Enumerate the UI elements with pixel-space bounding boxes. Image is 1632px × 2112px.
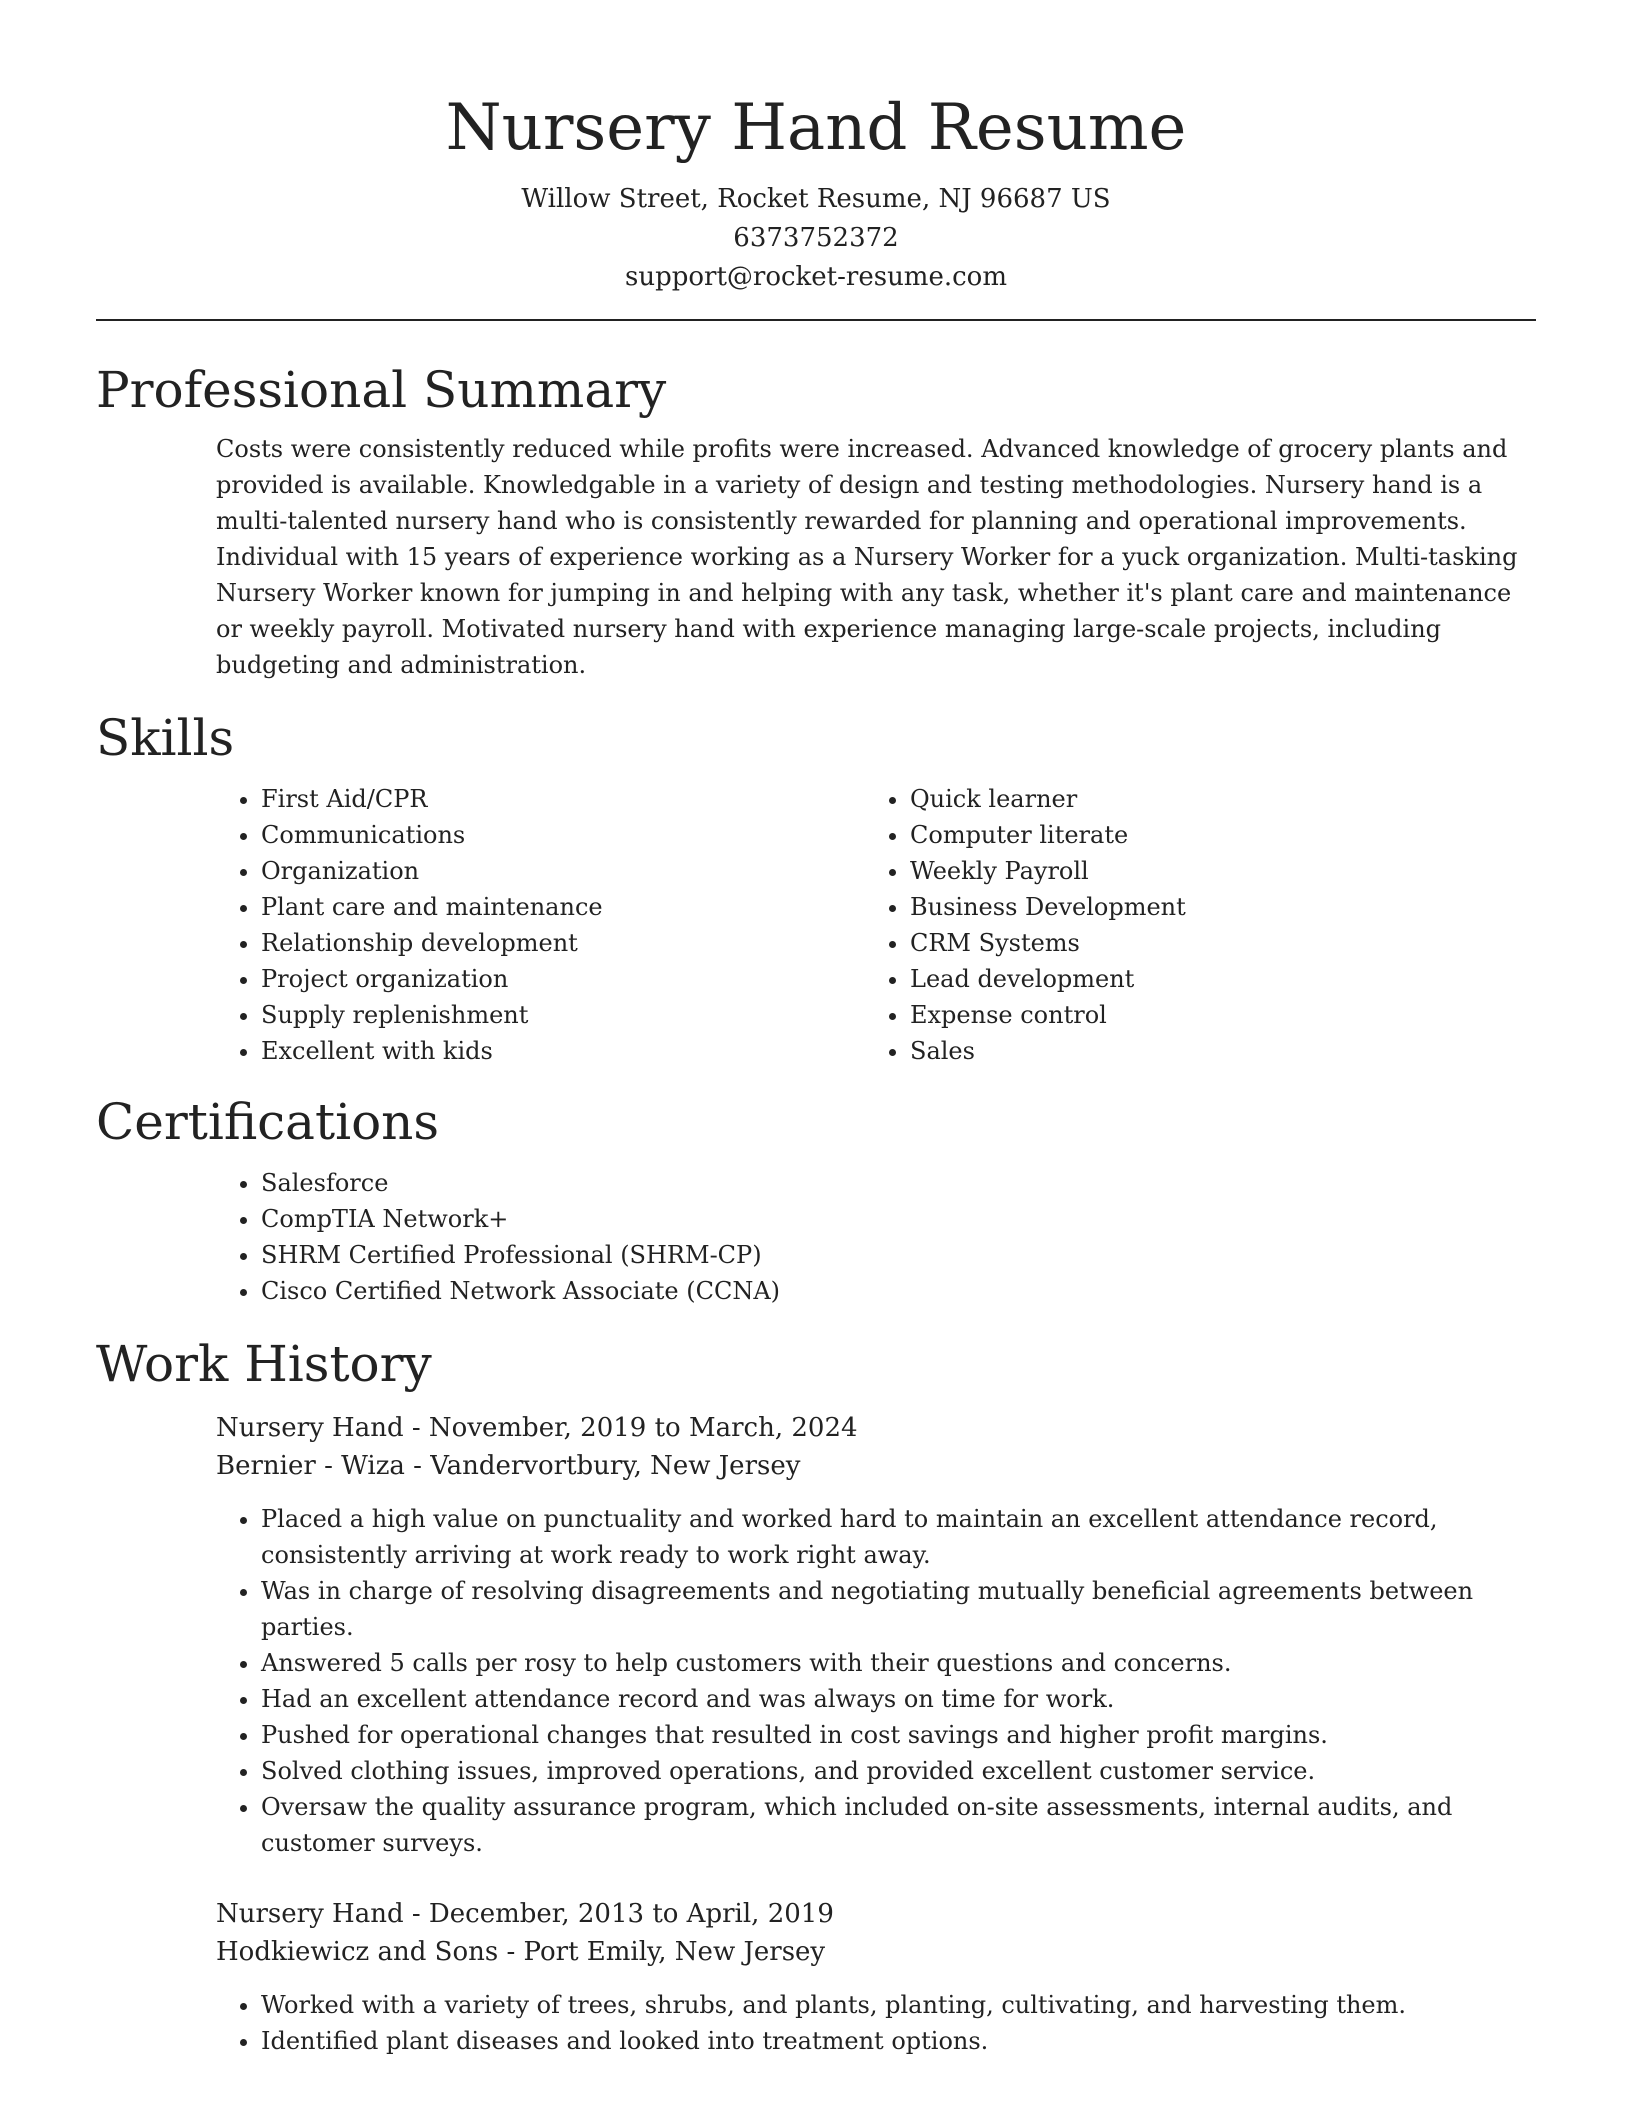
address-text: Willow Street, Rocket Resume, NJ 96687 US: [521, 184, 1111, 214]
skill-item: • Weekly Payroll: [910, 853, 1510, 889]
certification-item: • CompTIA Network+: [261, 1201, 1536, 1237]
job-company-line: Bernier - Wiza - Vandervortbury, New Jersey: [216, 1451, 801, 1481]
email-text: support@rocket-resume.com: [624, 262, 1007, 292]
skill-item: • Business Development: [910, 889, 1510, 925]
resume-page: [96, 0, 1536, 2059]
skill-item: • Lead development: [910, 961, 1510, 997]
job-duties-list: [216, 1987, 1536, 2059]
job-duty-item: • Placed a high value on punctuality and worked hard to maintain an excellent attendance record, consistently arriving at work ready to work right away.: [261, 1501, 1536, 1573]
certifications-list: [216, 1165, 1536, 1309]
skill-item: • Excellent with kids: [261, 1033, 865, 1069]
certifications-heading: Certifications: [96, 1093, 440, 1151]
job-title-line: Nursery Hand - December, 2013 to April, 2019: [216, 1899, 834, 1929]
skill-item: • Organization: [261, 853, 865, 889]
job-duty-item: • Identified plant diseases and looked into treatment options.: [261, 2023, 1536, 2059]
job-duty-item: • Was in charge of resolving disagreements and negotiating mutually beneficial agreements between parties.: [261, 1573, 1536, 1645]
skill-item: • Supply replenishment: [261, 997, 865, 1033]
job-company-line: Hodkiewicz and Sons - Port Emily, New Jersey: [216, 1937, 826, 1967]
job-duty-item: • Had an excellent attendance record and was always on time for work.: [261, 1681, 1536, 1717]
skill-item: • Plant care and maintenance: [261, 889, 865, 925]
job-duty-item: • Oversaw the quality assurance program, which included on-site assessments, internal audits, and customer surveys.: [261, 1789, 1536, 1861]
job-duty-item: • Answered 5 calls per rosy to help customers with their questions and concerns.: [261, 1645, 1536, 1681]
resume-title: Nursery Hand Resume: [445, 91, 1187, 165]
job-entry: [216, 1895, 1536, 2059]
skill-item: • First Aid/CPR: [261, 781, 865, 817]
header-divider: [96, 319, 1536, 321]
job-entry: [216, 1409, 1536, 1861]
job-duty-item: • Worked with a variety of trees, shrubs, and plants, planting, cultivating, and harvesting them.: [261, 1987, 1536, 2023]
contact-info: [96, 180, 1536, 297]
skill-item: • Communications: [261, 817, 865, 853]
certification-item: • SHRM Certified Professional (SHRM-CP): [261, 1237, 1536, 1273]
work-history-heading: Work History: [96, 1335, 432, 1393]
skill-item: • Expense control: [910, 997, 1510, 1033]
job-duties-list: [216, 1501, 1536, 1861]
skills-heading: Skills: [96, 709, 235, 767]
job-duty-item: • Pushed for operational changes that resulted in cost savings and higher profit margins.: [261, 1717, 1536, 1753]
skill-item: • Computer literate: [910, 817, 1510, 853]
skills-column-right: [865, 781, 1510, 1069]
certification-item: • Salesforce: [261, 1165, 1536, 1201]
skills-column-left: [216, 781, 865, 1069]
phone-text: 6373752372: [733, 223, 899, 253]
skill-item: • Project organization: [261, 961, 865, 997]
summary-heading: Professional Summary: [96, 361, 667, 419]
skill-item: • Sales: [910, 1033, 1510, 1069]
skill-item: • CRM Systems: [910, 925, 1510, 961]
skill-item: • Relationship development: [261, 925, 865, 961]
job-title-line: Nursery Hand - November, 2019 to March, 2024: [216, 1413, 858, 1443]
skills-list: [216, 781, 1536, 1069]
resume-header: [96, 0, 1536, 297]
skill-item: • Quick learner: [910, 781, 1510, 817]
job-duty-item: • Solved clothing issues, improved operations, and provided excellent customer service.: [261, 1753, 1536, 1789]
certification-item: • Cisco Certified Network Associate (CCNA): [261, 1273, 1536, 1309]
summary-text: Costs were consistently reduced while profits were increased. Advanced knowledge of grocery plants and provided is available. Knowledgable in a variety of design and testing methodologies. Nursery hand is a multi-talented nursery hand who is consistently rewarded for planning and operational improvements. Individual with 15 years of experience working as a Nursery Worker for a yuck organization. Multi-tasking Nursery Worker known for jumping in and helping with any task, whether it's plant care and maintenance or weekly payroll. Motivated nursery hand with experience managing large-scale projects, including budgeting and administration.: [216, 435, 1518, 679]
